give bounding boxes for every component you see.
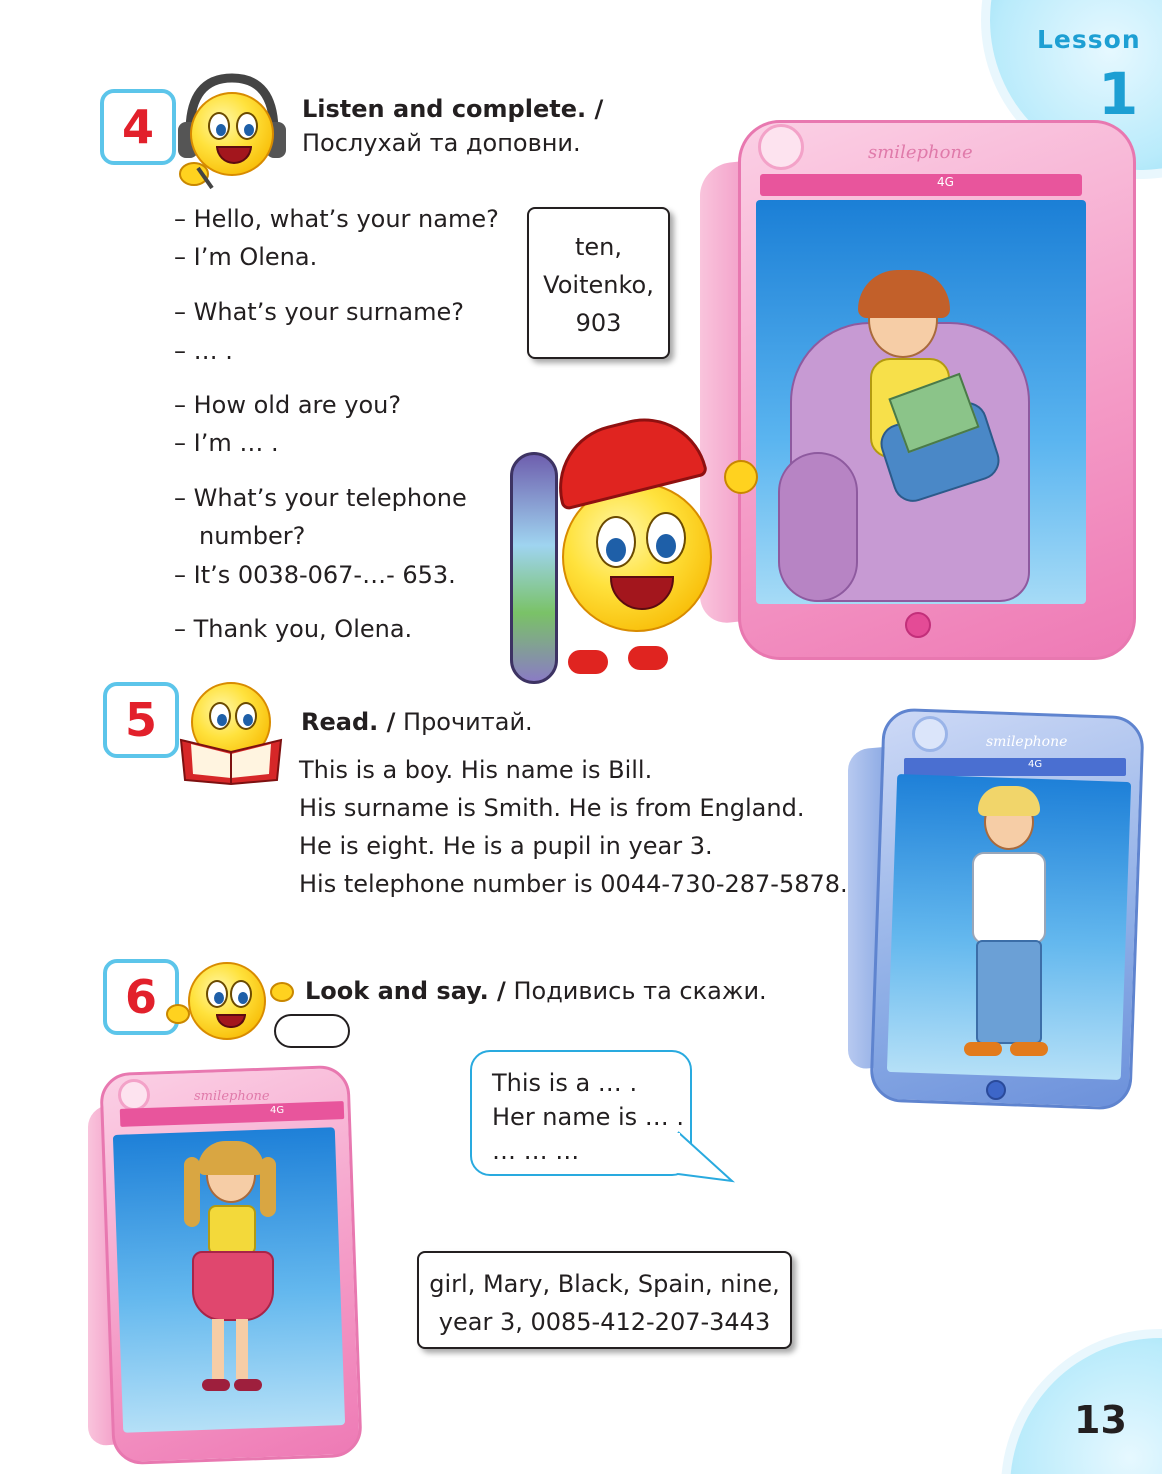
dialog-line: – Thank you, Olena. bbox=[174, 615, 413, 643]
reading-emoji-icon bbox=[177, 680, 285, 788]
word-box-item: ten, bbox=[574, 233, 622, 261]
phone-network: 4G bbox=[270, 1105, 285, 1116]
exercise-6-instruction-ua: Подивись та скажи. bbox=[513, 977, 767, 1005]
headphones-emoji-icon bbox=[172, 70, 287, 190]
dialog-line: – I’m … . bbox=[174, 429, 279, 457]
phone-brand: smilephone bbox=[868, 142, 973, 163]
exercise-6-instruction-en: Look and say. / bbox=[305, 977, 506, 1005]
reading-text-line: His surname is Smith. He is from England. bbox=[299, 794, 805, 822]
exercise-5-instruction-ua: Прочитай. bbox=[403, 708, 533, 736]
exercise-5-instruction-en: Read. / bbox=[301, 708, 396, 736]
dialog-line: – It’s 0038-067-…- 653. bbox=[174, 561, 456, 589]
exercise-5-number: 5 bbox=[103, 682, 179, 758]
lesson-number: 1 bbox=[1098, 60, 1139, 128]
speech-bubble-line: … … … bbox=[492, 1137, 580, 1165]
exercise-5-instruction bbox=[301, 705, 533, 739]
phone-brand: smilephone bbox=[986, 734, 1068, 750]
page-number: 13 bbox=[1074, 1398, 1127, 1442]
blue-phone-illustration bbox=[848, 708, 1144, 1118]
exercise-4-instruction-en: Listen and complete. / bbox=[302, 95, 604, 123]
reading-text-line: His telephone number is 0044-730-287-5878. bbox=[299, 870, 848, 898]
speech-bubble-tail bbox=[676, 1130, 738, 1184]
phone-network: 4G bbox=[1028, 759, 1043, 770]
exercise-6-word-box bbox=[417, 1251, 792, 1349]
word-box-item: 903 bbox=[575, 309, 622, 337]
exercise-4-instruction bbox=[302, 92, 603, 160]
phone-network: 4G bbox=[937, 175, 954, 189]
exercise-4-instruction-ua: Послухай та доповни. bbox=[302, 129, 581, 157]
exercise-4-word-box bbox=[527, 207, 670, 359]
exercise-6-number: 6 bbox=[103, 959, 179, 1035]
dialog-line: – What’s your surname? bbox=[174, 298, 465, 326]
phone-brand: smilephone bbox=[194, 1089, 270, 1104]
word-box-item: Voitenko, bbox=[543, 271, 654, 299]
pink-phone-girl-illustration bbox=[84, 1065, 364, 1465]
exercise-6-instruction bbox=[305, 974, 767, 1008]
lesson-label: Lesson bbox=[1037, 25, 1141, 54]
dialog-line: number? bbox=[199, 522, 306, 550]
reading-text-line: He is eight. He is a pupil in year 3. bbox=[299, 832, 713, 860]
speech-bubble-line: This is a … . bbox=[492, 1069, 638, 1097]
dialog-line: – Hello, what’s your name? bbox=[174, 205, 499, 233]
dialog-line: – What’s your telephone bbox=[174, 484, 467, 512]
dialog-line: – How old are you? bbox=[174, 391, 402, 419]
word-box-item: year 3, 0085-412-207-3443 bbox=[438, 1308, 771, 1336]
reading-text-line: This is a boy. His name is Bill. bbox=[299, 756, 653, 784]
speech-bubble-line: Her name is … . bbox=[492, 1103, 685, 1131]
dialog-line: – I’m Olena. bbox=[174, 243, 318, 271]
exercise-4-number: 4 bbox=[100, 89, 176, 165]
skateboard-emoji-icon bbox=[492, 412, 772, 687]
word-box-item: girl, Mary, Black, Spain, nine, bbox=[429, 1270, 780, 1298]
dialog-line: – … . bbox=[174, 337, 233, 365]
speech-bubble bbox=[470, 1050, 692, 1176]
